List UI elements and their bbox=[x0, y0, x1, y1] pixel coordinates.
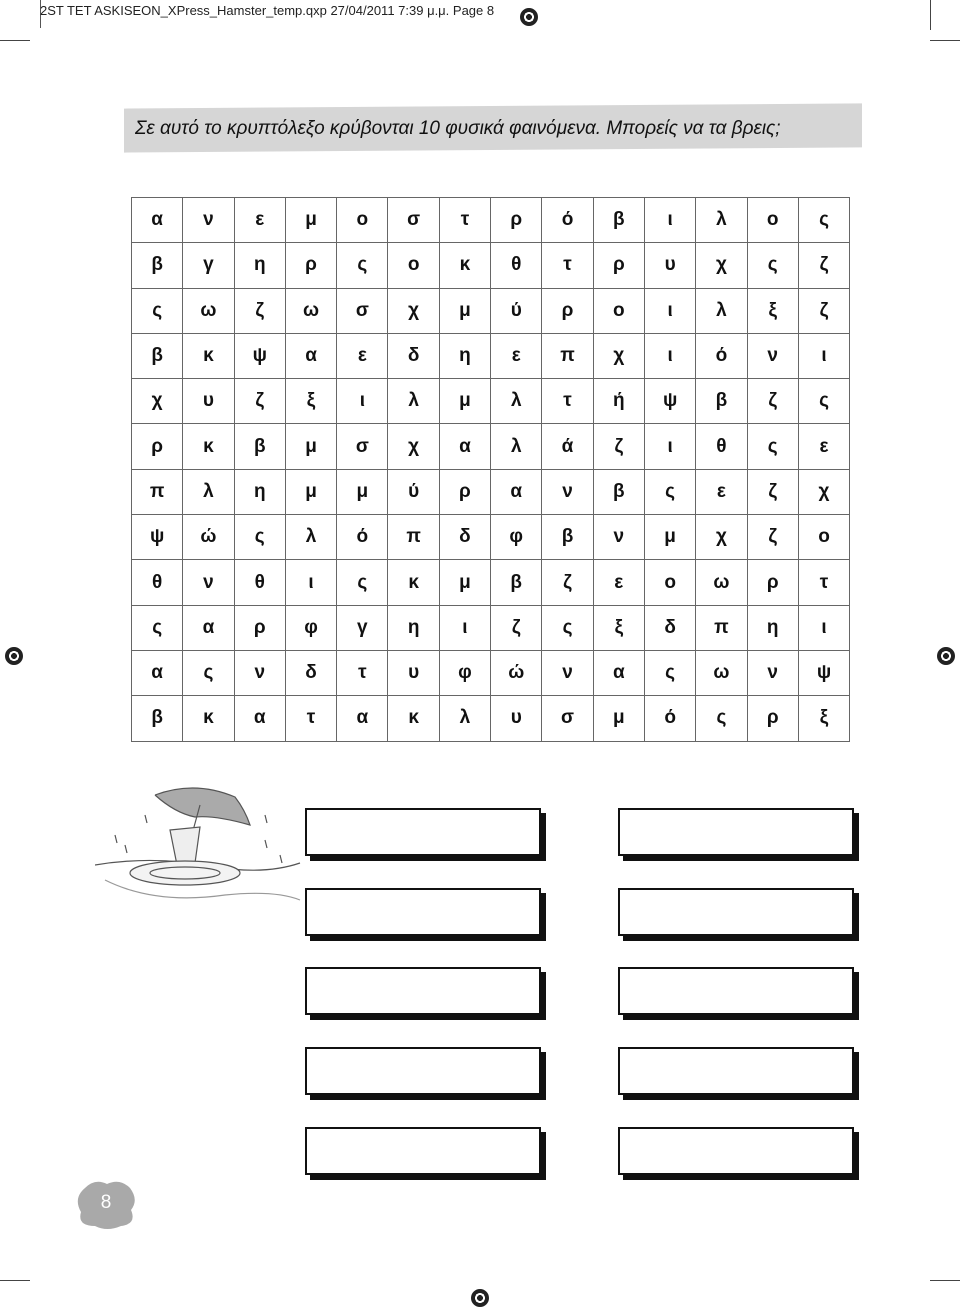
grid-cell[interactable]: α bbox=[491, 469, 542, 514]
grid-cell[interactable]: ό bbox=[644, 696, 695, 741]
grid-cell[interactable]: μ bbox=[593, 696, 644, 741]
grid-cell[interactable]: τ bbox=[337, 650, 388, 695]
grid-cell[interactable]: π bbox=[696, 605, 747, 650]
grid-cell[interactable]: α bbox=[132, 650, 183, 695]
answer-box[interactable] bbox=[618, 1047, 854, 1095]
grid-cell[interactable]: μ bbox=[285, 469, 336, 514]
grid-cell[interactable]: κ bbox=[183, 696, 234, 741]
grid-cell[interactable]: ε bbox=[337, 333, 388, 378]
grid-row bbox=[132, 379, 850, 424]
grid-cell[interactable]: ς bbox=[337, 243, 388, 288]
grid-cell[interactable]: τ bbox=[798, 560, 849, 605]
grid-cell[interactable]: ι bbox=[644, 424, 695, 469]
grid-cell[interactable]: ψ bbox=[234, 333, 285, 378]
grid-cell[interactable]: β bbox=[132, 333, 183, 378]
word-search-grid bbox=[131, 197, 850, 742]
grid-cell[interactable]: π bbox=[388, 515, 439, 560]
grid-cell[interactable]: ζ bbox=[798, 243, 849, 288]
grid-cell[interactable]: ς bbox=[542, 605, 593, 650]
grid-cell[interactable]: μ bbox=[285, 424, 336, 469]
grid-cell[interactable]: ς bbox=[132, 605, 183, 650]
grid-cell[interactable]: λ bbox=[285, 515, 336, 560]
answer-box[interactable] bbox=[618, 808, 854, 856]
grid-cell[interactable]: α bbox=[593, 650, 644, 695]
grid-cell[interactable]: ω bbox=[183, 288, 234, 333]
grid-cell[interactable]: φ bbox=[491, 515, 542, 560]
grid-cell[interactable]: δ bbox=[285, 650, 336, 695]
grid-cell[interactable]: ν bbox=[542, 469, 593, 514]
grid-cell[interactable]: λ bbox=[696, 288, 747, 333]
grid-cell[interactable]: υ bbox=[388, 650, 439, 695]
grid-cell[interactable]: ώ bbox=[491, 650, 542, 695]
grid-cell[interactable]: ξ bbox=[798, 696, 849, 741]
grid-cell[interactable]: ο bbox=[388, 243, 439, 288]
grid-cell[interactable]: β bbox=[542, 515, 593, 560]
crop-mark bbox=[930, 40, 960, 41]
grid-cell[interactable]: β bbox=[234, 424, 285, 469]
grid-cell[interactable]: ς bbox=[798, 379, 849, 424]
grid-row bbox=[132, 696, 850, 741]
grid-cell[interactable]: β bbox=[696, 379, 747, 424]
grid-cell[interactable]: α bbox=[183, 605, 234, 650]
grid-row bbox=[132, 560, 850, 605]
grid-cell[interactable]: τ bbox=[439, 198, 490, 243]
grid-row bbox=[132, 650, 850, 695]
grid-cell[interactable]: α bbox=[439, 424, 490, 469]
registration-mark-icon bbox=[5, 647, 23, 665]
grid-cell[interactable]: ς bbox=[183, 650, 234, 695]
grid-cell[interactable]: λ bbox=[183, 469, 234, 514]
grid-cell[interactable]: η bbox=[234, 469, 285, 514]
grid-cell[interactable]: τ bbox=[285, 696, 336, 741]
grid-cell[interactable]: φ bbox=[285, 605, 336, 650]
grid-cell[interactable]: ώ bbox=[183, 515, 234, 560]
grid-cell[interactable]: ς bbox=[132, 288, 183, 333]
grid-cell[interactable]: η bbox=[388, 605, 439, 650]
grid-cell[interactable]: ω bbox=[696, 650, 747, 695]
grid-cell[interactable]: ε bbox=[234, 198, 285, 243]
grid-cell[interactable]: ν bbox=[234, 650, 285, 695]
grid-cell[interactable]: υ bbox=[183, 379, 234, 424]
grid-cell[interactable]: θ bbox=[696, 424, 747, 469]
grid-cell[interactable]: ρ bbox=[542, 288, 593, 333]
grid-cell[interactable]: κ bbox=[183, 424, 234, 469]
grid-cell[interactable]: β bbox=[132, 696, 183, 741]
grid-cell[interactable]: χ bbox=[696, 243, 747, 288]
grid-row bbox=[132, 198, 850, 243]
grid-cell[interactable]: ε bbox=[593, 560, 644, 605]
grid-cell[interactable]: ι bbox=[285, 560, 336, 605]
grid-cell[interactable]: τ bbox=[542, 243, 593, 288]
grid-cell[interactable]: φ bbox=[439, 650, 490, 695]
grid-cell[interactable]: ς bbox=[644, 469, 695, 514]
grid-cell[interactable]: ο bbox=[337, 198, 388, 243]
grid-cell[interactable]: δ bbox=[644, 605, 695, 650]
grid-cell[interactable]: ζ bbox=[234, 379, 285, 424]
grid-cell[interactable]: ε bbox=[798, 424, 849, 469]
grid-cell[interactable]: υ bbox=[644, 243, 695, 288]
crop-mark bbox=[930, 0, 931, 30]
grid-cell[interactable]: ζ bbox=[593, 424, 644, 469]
grid-cell[interactable]: μ bbox=[439, 560, 490, 605]
grid-cell[interactable]: δ bbox=[439, 515, 490, 560]
grid-cell[interactable]: σ bbox=[337, 424, 388, 469]
grid-cell[interactable]: ρ bbox=[491, 198, 542, 243]
grid-cell[interactable]: ο bbox=[644, 560, 695, 605]
crop-mark bbox=[0, 40, 30, 41]
grid-cell[interactable]: ι bbox=[644, 333, 695, 378]
grid-cell[interactable]: ζ bbox=[747, 515, 798, 560]
grid-cell[interactable]: χ bbox=[696, 515, 747, 560]
grid-cell[interactable]: β bbox=[593, 469, 644, 514]
grid-cell[interactable]: ι bbox=[798, 605, 849, 650]
grid-cell[interactable]: λ bbox=[439, 696, 490, 741]
grid-cell[interactable]: κ bbox=[439, 243, 490, 288]
grid-cell[interactable]: χ bbox=[593, 333, 644, 378]
grid-cell[interactable]: σ bbox=[337, 288, 388, 333]
grid-cell[interactable]: α bbox=[234, 696, 285, 741]
grid-cell[interactable]: ι bbox=[644, 198, 695, 243]
grid-cell[interactable]: ζ bbox=[234, 288, 285, 333]
answer-box[interactable] bbox=[305, 1047, 541, 1095]
grid-cell[interactable]: ά bbox=[542, 424, 593, 469]
grid-row bbox=[132, 469, 850, 514]
grid-cell[interactable]: ό bbox=[542, 198, 593, 243]
grid-cell[interactable]: ζ bbox=[491, 605, 542, 650]
grid-cell[interactable]: ρ bbox=[285, 243, 336, 288]
registration-mark-icon bbox=[520, 8, 538, 26]
grid-cell[interactable]: ς bbox=[747, 243, 798, 288]
grid-cell[interactable]: τ bbox=[542, 379, 593, 424]
grid-cell[interactable]: κ bbox=[388, 696, 439, 741]
grid-row bbox=[132, 424, 850, 469]
grid-row bbox=[132, 515, 850, 560]
grid-cell[interactable]: η bbox=[439, 333, 490, 378]
grid-cell[interactable]: ζ bbox=[747, 469, 798, 514]
grid-cell[interactable]: ψ bbox=[644, 379, 695, 424]
grid-cell[interactable]: θ bbox=[234, 560, 285, 605]
grid-cell[interactable]: α bbox=[285, 333, 336, 378]
grid-cell[interactable]: χ bbox=[388, 424, 439, 469]
grid-cell[interactable]: λ bbox=[491, 424, 542, 469]
grid-cell[interactable]: ή bbox=[593, 379, 644, 424]
grid-cell[interactable]: ς bbox=[644, 650, 695, 695]
grid-cell[interactable]: ρ bbox=[132, 424, 183, 469]
grid-cell[interactable]: ν bbox=[183, 198, 234, 243]
answer-box[interactable] bbox=[305, 888, 541, 936]
instruction-text: Σε αυτό το κρυπτόλεξο κρύβονται 10 φυσικά φαινόμενα. Μπορείς να τα βρεις; bbox=[135, 118, 781, 139]
grid-cell[interactable]: ρ bbox=[747, 696, 798, 741]
answer-box[interactable] bbox=[305, 967, 541, 1015]
grid-cell[interactable]: ι bbox=[439, 605, 490, 650]
grid-cell[interactable]: ω bbox=[285, 288, 336, 333]
page-number-badge bbox=[75, 1178, 137, 1230]
grid-cell[interactable]: ν bbox=[542, 650, 593, 695]
grid-cell[interactable]: ν bbox=[747, 333, 798, 378]
grid-cell[interactable]: ο bbox=[747, 198, 798, 243]
grid-cell[interactable]: ζ bbox=[747, 379, 798, 424]
grid-cell[interactable]: ύ bbox=[388, 469, 439, 514]
grid-cell[interactable]: μ bbox=[644, 515, 695, 560]
answer-box[interactable] bbox=[618, 888, 854, 936]
grid-cell[interactable]: ύ bbox=[491, 288, 542, 333]
grid-row bbox=[132, 605, 850, 650]
grid-cell[interactable]: π bbox=[542, 333, 593, 378]
grid-cell[interactable]: ο bbox=[593, 288, 644, 333]
grid-cell[interactable]: β bbox=[132, 243, 183, 288]
answer-box[interactable] bbox=[305, 808, 541, 856]
grid-cell[interactable]: ς bbox=[747, 424, 798, 469]
page-number: 8 bbox=[100, 1192, 112, 1213]
grid-cell[interactable]: χ bbox=[132, 379, 183, 424]
grid-cell[interactable]: ψ bbox=[132, 515, 183, 560]
grid-cell[interactable]: ζ bbox=[542, 560, 593, 605]
grid-cell[interactable]: ς bbox=[234, 515, 285, 560]
grid-cell[interactable]: ς bbox=[798, 198, 849, 243]
grid-cell[interactable]: σ bbox=[388, 198, 439, 243]
grid-cell[interactable]: ν bbox=[747, 650, 798, 695]
grid-cell[interactable]: μ bbox=[439, 288, 490, 333]
grid-cell[interactable]: ο bbox=[798, 515, 849, 560]
grid-cell[interactable]: λ bbox=[491, 379, 542, 424]
grid-cell[interactable]: ε bbox=[491, 333, 542, 378]
grid-cell[interactable]: ν bbox=[593, 515, 644, 560]
grid-cell[interactable]: μ bbox=[439, 379, 490, 424]
grid-cell[interactable]: ό bbox=[696, 333, 747, 378]
grid-cell[interactable]: ρ bbox=[747, 560, 798, 605]
grid-cell[interactable]: ξ bbox=[593, 605, 644, 650]
grid-cell[interactable]: ξ bbox=[285, 379, 336, 424]
grid-cell[interactable]: ρ bbox=[439, 469, 490, 514]
grid-cell[interactable]: ν bbox=[183, 560, 234, 605]
grid-cell[interactable]: κ bbox=[388, 560, 439, 605]
grid-cell[interactable]: α bbox=[132, 198, 183, 243]
grid-cell[interactable]: λ bbox=[388, 379, 439, 424]
grid-cell[interactable]: ψ bbox=[798, 650, 849, 695]
grid-cell[interactable]: υ bbox=[491, 696, 542, 741]
grid-cell[interactable]: ρ bbox=[593, 243, 644, 288]
grid-cell[interactable]: ι bbox=[337, 379, 388, 424]
registration-mark-icon bbox=[937, 647, 955, 665]
grid-cell[interactable]: χ bbox=[388, 288, 439, 333]
grid-cell[interactable]: ε bbox=[696, 469, 747, 514]
grid-cell[interactable]: η bbox=[747, 605, 798, 650]
grid-cell[interactable]: γ bbox=[337, 605, 388, 650]
grid-cell[interactable]: ξ bbox=[747, 288, 798, 333]
grid-cell[interactable]: λ bbox=[696, 198, 747, 243]
answer-box[interactable] bbox=[618, 1127, 854, 1175]
grid-cell[interactable]: β bbox=[593, 198, 644, 243]
grid-cell[interactable]: ι bbox=[644, 288, 695, 333]
hamster-umbrella-illustration bbox=[95, 785, 305, 910]
grid-cell[interactable]: γ bbox=[183, 243, 234, 288]
grid-cell[interactable]: χ bbox=[798, 469, 849, 514]
grid-cell[interactable]: ω bbox=[696, 560, 747, 605]
crop-mark bbox=[0, 1280, 30, 1281]
grid-cell[interactable]: ς bbox=[696, 696, 747, 741]
grid-cell[interactable]: ρ bbox=[234, 605, 285, 650]
answer-box[interactable] bbox=[305, 1127, 541, 1175]
crop-mark bbox=[930, 1280, 960, 1281]
grid-cell[interactable]: η bbox=[234, 243, 285, 288]
grid-cell[interactable]: ς bbox=[337, 560, 388, 605]
grid-cell[interactable]: ό bbox=[337, 515, 388, 560]
grid-cell[interactable]: δ bbox=[388, 333, 439, 378]
grid-cell[interactable]: μ bbox=[337, 469, 388, 514]
grid-cell[interactable]: π bbox=[132, 469, 183, 514]
grid-cell[interactable]: μ bbox=[285, 198, 336, 243]
grid-cell[interactable]: θ bbox=[132, 560, 183, 605]
grid-cell[interactable]: α bbox=[337, 696, 388, 741]
grid-row bbox=[132, 333, 850, 378]
grid-row bbox=[132, 288, 850, 333]
grid-cell[interactable]: σ bbox=[542, 696, 593, 741]
grid-cell[interactable]: ζ bbox=[798, 288, 849, 333]
grid-row bbox=[132, 243, 850, 288]
grid-cell[interactable]: κ bbox=[183, 333, 234, 378]
grid-cell[interactable]: ι bbox=[798, 333, 849, 378]
file-slug: 2ST TET ASKISEON_XPress_Hamster_temp.qxp 27/04/2011 7:39 μ.μ. Page 8 bbox=[40, 3, 495, 18]
answer-box[interactable] bbox=[618, 967, 854, 1015]
registration-mark-icon bbox=[471, 1289, 489, 1307]
grid-cell[interactable]: θ bbox=[491, 243, 542, 288]
grid-cell[interactable]: β bbox=[491, 560, 542, 605]
